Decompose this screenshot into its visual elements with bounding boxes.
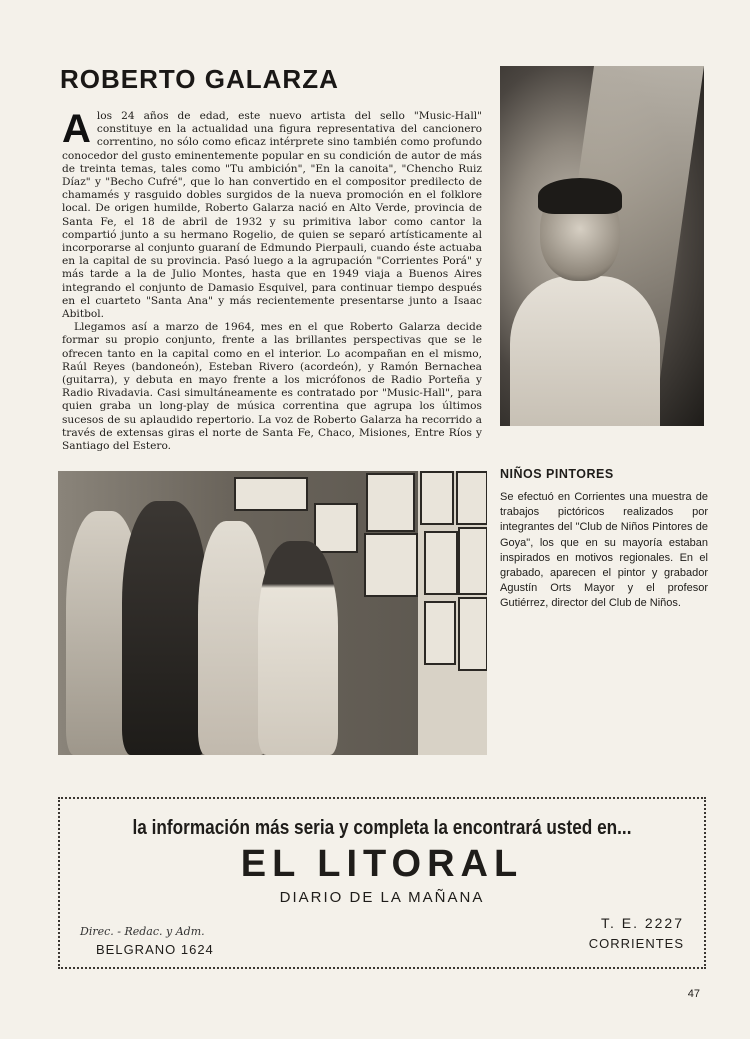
article2-title: NIÑOS PINTORES xyxy=(500,467,614,481)
painting-frame xyxy=(456,471,487,525)
ad-phone: T. E. 2227 xyxy=(600,915,684,931)
photo-person xyxy=(258,541,338,755)
ad-brand-name: EL LITORAL xyxy=(240,843,524,885)
painting-frame xyxy=(420,471,454,525)
portrait-photo xyxy=(500,66,704,426)
article-body xyxy=(62,107,482,453)
ad-city: CORRIENTES xyxy=(588,936,684,951)
painting-frame xyxy=(364,533,418,597)
article-title: ROBERTO GALARZA xyxy=(60,64,339,94)
ad-tagline: la información más seria y completa la encontrará usted en... xyxy=(132,817,632,839)
photo-figure-body xyxy=(510,276,660,426)
page-number: 47 xyxy=(687,988,700,1000)
ad-subtitle: DIARIO DE LA MAÑANA xyxy=(279,889,485,906)
paragraph-1-text: los 24 años de edad, este nuevo artista del sello "Music-Hall" constituye en la actualidad una figura representativa del cancionero correntino, no sólo como eficaz intérprete sino también como profundo conocedor del gusto eminentemente popular en su condición de autor de más de treinta temas, tales como "Tu ambición", "En la canoita", "Chencho Ruiz Díaz" y "Becho Cufré", que lo han convertido en el compositor predilecto de chamamés y rasguido dobles surgidos de la nueva promoción en el folklore local. De origen humilde, Roberto Galarza nació en Alto Verde, provincia de Santa Fe, el 18 de abril de 1932 y su primitiva labor como cantor la compartió junto a su hermano Rogelio, de quien se separó artísticamente al incorporarse al conjunto guaraní de Edmundo Pierpauli, cuando éste actuaba en la capital de su provincia. Pasó luego a la agrupación "Corrientes Porá" y más tarde a la de Julio Montes, hasta que en 1949 viaja a Buenos Aires integrando el conjunto de Damasio Esquivel, para continuar tiempo después en el cuarteto "Santa Ana" y más recientemente presentarse junto a Isaac Abitbol. xyxy=(62,110,482,321)
painting-frame xyxy=(424,531,458,595)
painting-frame xyxy=(234,477,308,511)
photo-figure-hair xyxy=(538,178,622,214)
drop-cap: A xyxy=(62,107,91,151)
painting-frame xyxy=(366,473,415,532)
article-paragraph-1 xyxy=(62,107,482,321)
ad-address: BELGRANO 1624 xyxy=(96,942,214,957)
painting-frame xyxy=(458,527,487,595)
photo-person xyxy=(122,501,208,755)
ad-address-label: Direc. - Redac. y Adm. xyxy=(80,925,205,938)
article-paragraph-2: Llegamos así a marzo de 1964, mes en el que Roberto Galarza decide formar su propio conjunto, frente a las brillantes perspectivas que se le ofrecen tanto en la capital como en el interior. Lo acompañan en el mismo, Raúl Reyes (bandoneón), Esteban Rivero (acordeón), y Ramón Bernachea (guitarra), y debuta en mayo frente a los micrófonos de Radio Porteña y Radio Rivadavia. Casi simultáneamente es contratado por "Music-Hall", para quien graba un long-play de música correntina que agrupa los últimos sucesos de su aplaudido repertorio. La voz de Roberto Galarza ha recorrido a través de extensas giras el norte de Santa Fe, Chaco, Misiones, Entre Ríos y Santiago del Estero. xyxy=(62,321,482,453)
painting-frame xyxy=(458,597,487,671)
exhibition-photo xyxy=(58,471,487,755)
painting-frame xyxy=(314,503,358,553)
newspaper-advertisement xyxy=(58,797,706,969)
painting-frame xyxy=(424,601,456,665)
article2-body: Se efectuó en Corrientes una muestra de trabajos pictóricos realizados por integrantes del "Club de Niños Pintores de Goya", los que en su mayoría estaban inspirados en motivos regionales. En el grabado, aparecen el pintor y grabador Agustín Orts Mayor y el profesor Gutiérrez, director del Club de Niños. xyxy=(500,491,708,610)
